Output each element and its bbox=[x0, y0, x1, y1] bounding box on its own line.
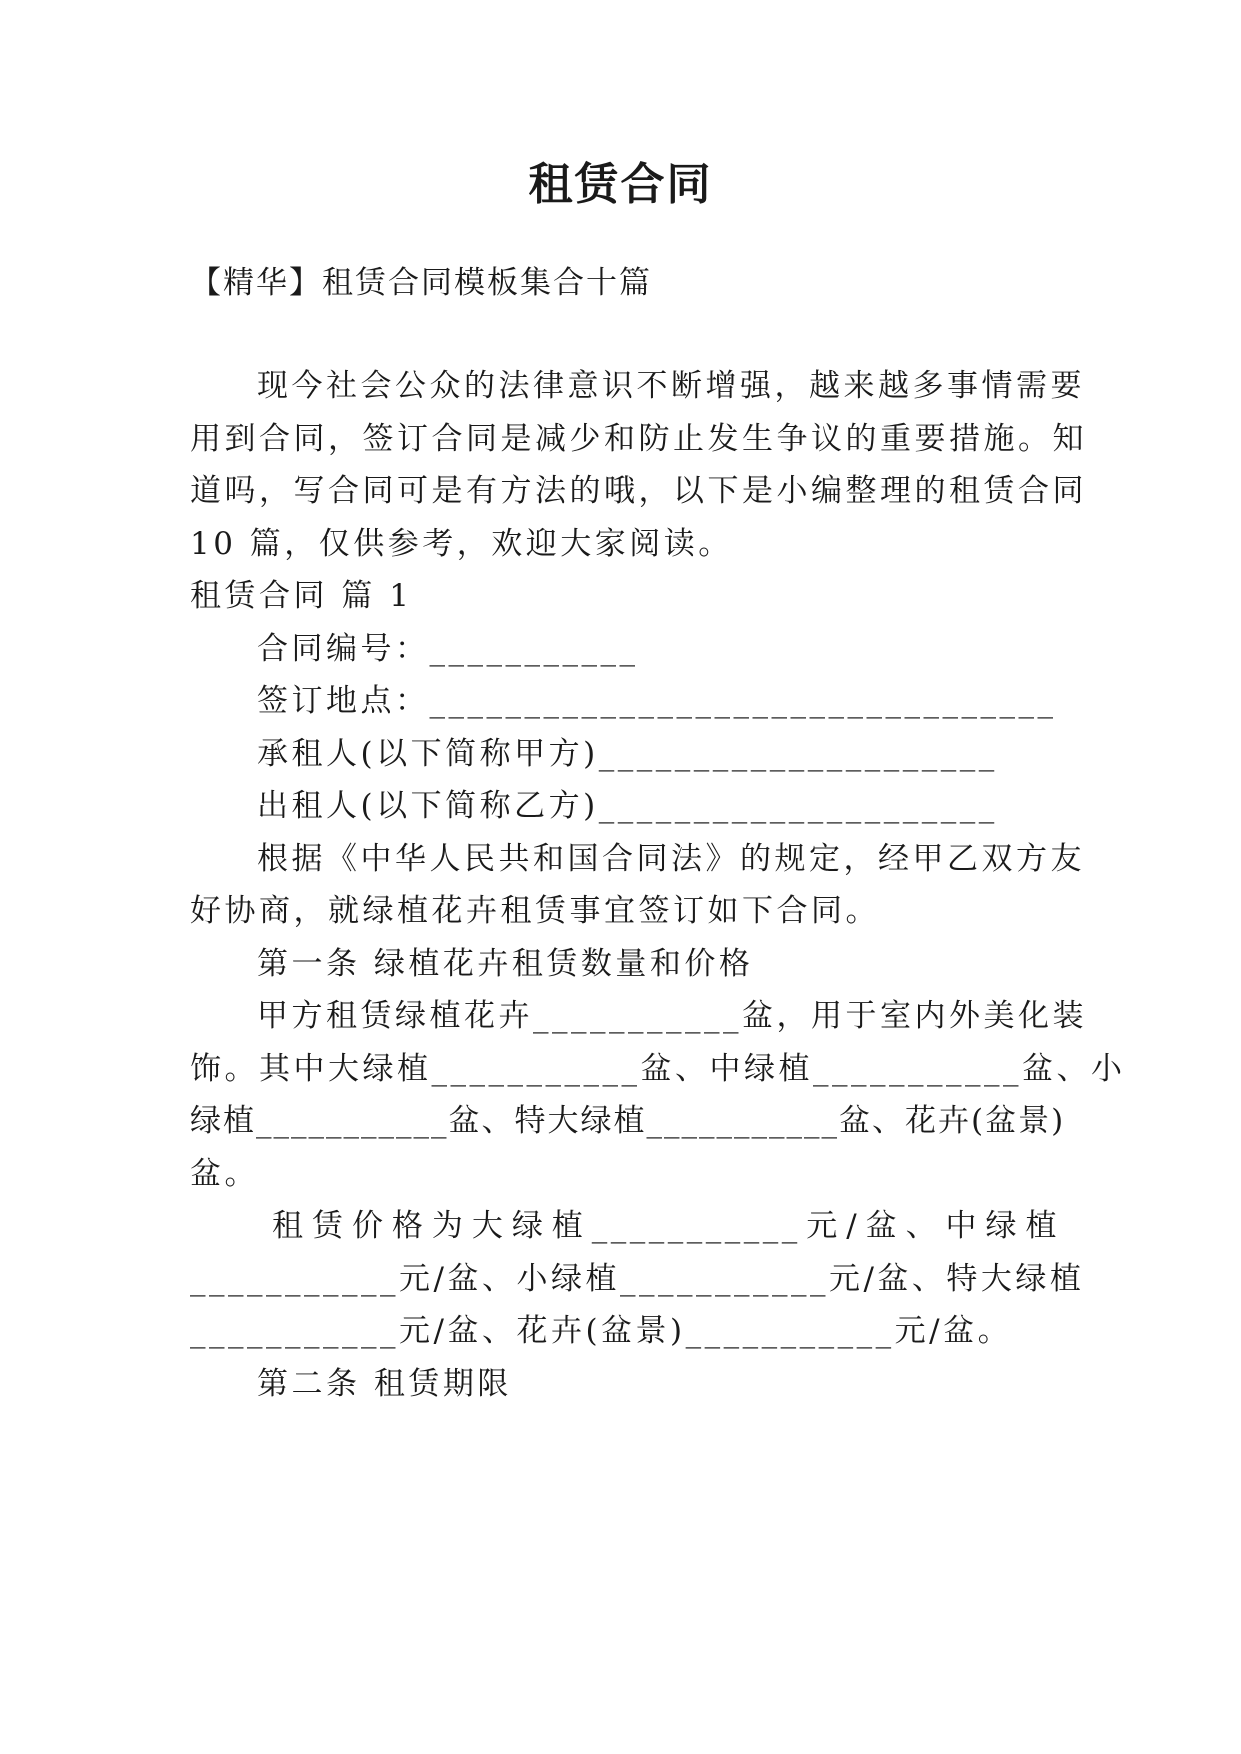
paragraph-line: ___________元/盆、小绿植___________元/盆、特大绿植 bbox=[190, 1261, 1085, 1297]
paragraph-line: 盆。 bbox=[190, 1156, 259, 1192]
paragraph-line: 绿植___________盆、特大绿植___________盆、花卉(盆景) bbox=[190, 1103, 1066, 1139]
signing-place-line: 签订地点：_________________________________ bbox=[257, 683, 1057, 719]
paragraph-line: 饰。其中大绿植___________盆、中绿植___________盆、小 bbox=[190, 1051, 1126, 1087]
section-heading: 租赁合同 篇 1 bbox=[190, 578, 413, 614]
lessee-line: 承租人(以下简称甲方)_____________________ bbox=[257, 736, 998, 772]
paragraph-line: 根据《中华人民共和国合同法》的规定，经甲乙双方友 bbox=[257, 841, 1085, 877]
paragraph-line: 道吗，写合同可是有方法的哦，以下是小编整理的租赁合同 bbox=[190, 473, 1087, 509]
document-title: 租赁合同 bbox=[528, 159, 713, 210]
document-subtitle: 【精华】租赁合同模板集合十篇 bbox=[190, 265, 652, 301]
article-heading: 第一条 绿植花卉租赁数量和价格 bbox=[257, 946, 754, 982]
paragraph-line: 现今社会公众的法律意识不断增强，越来越多事情需要 bbox=[257, 368, 1085, 404]
paragraph-line: 租赁价格为大绿植___________元/盆、中绿植 bbox=[272, 1208, 1060, 1244]
paragraph-line: 好协商，就绿植花卉租赁事宜签订如下合同。 bbox=[190, 893, 880, 929]
paragraph-line: 10 篇，仅供参考，欢迎大家阅读。 bbox=[190, 526, 733, 562]
paragraph-line: ___________元/盆、花卉(盆景)___________元/盆。 bbox=[190, 1313, 1013, 1349]
paragraph-line: 用到合同，签订合同是减少和防止发生争议的重要措施。知 bbox=[190, 421, 1087, 457]
article-heading: 第二条 租赁期限 bbox=[257, 1366, 512, 1402]
lessor-line: 出租人(以下简称乙方)_____________________ bbox=[257, 788, 998, 824]
paragraph-line: 甲方租赁绿植花卉___________盆，用于室内外美化装 bbox=[257, 998, 1087, 1034]
contract-number-line: 合同编号：___________ bbox=[257, 631, 639, 667]
